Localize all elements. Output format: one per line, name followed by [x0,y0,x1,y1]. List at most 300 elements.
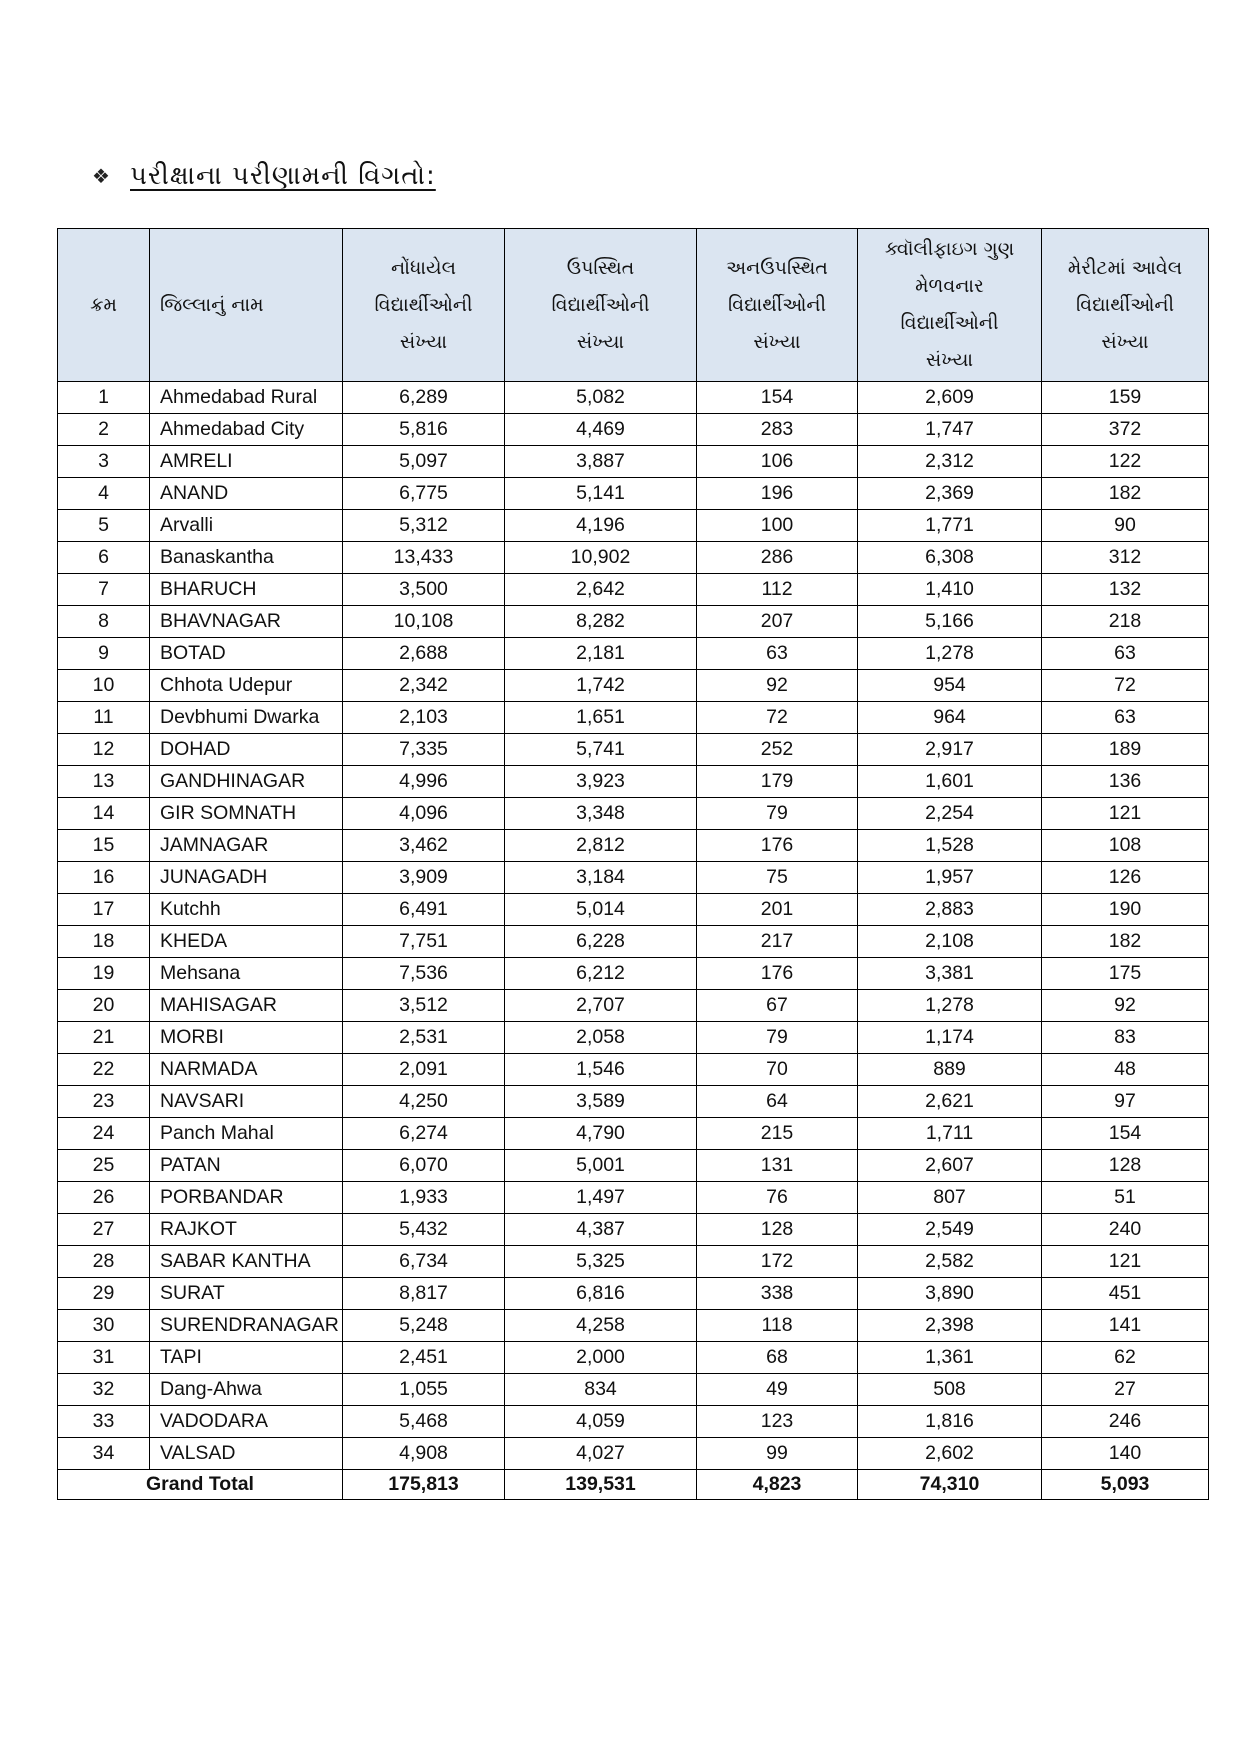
registered-cell: 6,491 [343,894,505,926]
table-row [58,382,1209,414]
present-cell: 1,546 [505,1054,697,1086]
table-row [58,1278,1209,1310]
absent-cell: 123 [697,1406,858,1438]
serial-cell: 29 [58,1278,150,1310]
serial-cell: 10 [58,670,150,702]
section-heading [92,158,436,194]
merit-cell: 154 [1042,1118,1209,1150]
registered-cell: 7,335 [343,734,505,766]
present-cell: 834 [505,1374,697,1406]
header-line: ક્વૉલીફાઇગ ગુણ [884,238,1015,260]
table-row [58,1150,1209,1182]
header-line: વિદ્યાર્થીઓની [900,312,999,334]
merit-cell: 122 [1042,446,1209,478]
grand-total-label: Grand Total [58,1470,343,1500]
absent-cell: 128 [697,1214,858,1246]
serial-cell: 20 [58,990,150,1022]
district-cell: Kutchh [150,894,343,926]
present-cell: 3,589 [505,1086,697,1118]
header-line: સંખ્યા [576,330,625,353]
qualified-cell: 1,957 [858,862,1042,894]
table-row [58,734,1209,766]
qualified-cell: 3,381 [858,958,1042,990]
serial-cell: 28 [58,1246,150,1278]
total-qualified: 74,310 [858,1470,1042,1500]
table-row [58,1118,1209,1150]
merit-cell: 121 [1042,798,1209,830]
registered-cell: 5,248 [343,1310,505,1342]
serial-cell: 21 [58,1022,150,1054]
table-header-row [58,229,1209,382]
merit-cell: 90 [1042,510,1209,542]
serial-cell: 1 [58,382,150,414]
present-cell: 8,282 [505,606,697,638]
table-row [58,1438,1209,1470]
present-cell: 3,184 [505,862,697,894]
qualified-cell: 1,410 [858,574,1042,606]
registered-cell: 2,688 [343,638,505,670]
merit-cell: 63 [1042,638,1209,670]
header-line: સંખ્યા [925,349,974,371]
district-cell: MAHISAGAR [150,990,343,1022]
qualified-cell: 1,174 [858,1022,1042,1054]
present-cell: 4,790 [505,1118,697,1150]
merit-cell: 182 [1042,478,1209,510]
registered-cell: 2,342 [343,670,505,702]
serial-cell: 19 [58,958,150,990]
table-row [58,1342,1209,1374]
registered-cell: 6,289 [343,382,505,414]
district-cell: DOHAD [150,734,343,766]
district-cell: Mehsana [150,958,343,990]
table-row [58,1406,1209,1438]
district-cell: KHEDA [150,926,343,958]
registered-cell: 7,536 [343,958,505,990]
serial-cell: 14 [58,798,150,830]
merit-cell: 72 [1042,670,1209,702]
absent-cell: 131 [697,1150,858,1182]
qualified-cell: 1,771 [858,510,1042,542]
district-cell: TAPI [150,1342,343,1374]
header-serial [58,229,150,382]
registered-cell: 10,108 [343,606,505,638]
grand-total-row [58,1470,1209,1500]
district-cell: JAMNAGAR [150,830,343,862]
qualified-cell: 1,711 [858,1118,1042,1150]
qualified-cell: 3,890 [858,1278,1042,1310]
merit-cell: 62 [1042,1342,1209,1374]
district-cell: Panch Mahal [150,1118,343,1150]
present-cell: 2,812 [505,830,697,862]
serial-cell: 9 [58,638,150,670]
table-row [58,670,1209,702]
header-absent [697,229,858,382]
header-line: સંખ્યા [753,330,801,353]
present-cell: 4,469 [505,414,697,446]
header-line: ક્રમ [90,293,117,316]
serial-cell: 25 [58,1150,150,1182]
qualified-cell: 1,528 [858,830,1042,862]
header-line: વિદ્યાર્થીઓની [727,293,827,316]
district-cell: VADODARA [150,1406,343,1438]
district-cell: BHAVNAGAR [150,606,343,638]
present-cell: 5,082 [505,382,697,414]
absent-cell: 112 [697,574,858,606]
absent-cell: 252 [697,734,858,766]
district-cell: Arvalli [150,510,343,542]
merit-cell: 175 [1042,958,1209,990]
registered-cell: 5,816 [343,414,505,446]
present-cell: 2,058 [505,1022,697,1054]
merit-cell: 246 [1042,1406,1209,1438]
serial-cell: 34 [58,1438,150,1470]
serial-cell: 13 [58,766,150,798]
present-cell: 3,923 [505,766,697,798]
qualified-cell: 6,308 [858,542,1042,574]
qualified-cell: 1,601 [858,766,1042,798]
present-cell: 6,816 [505,1278,697,1310]
merit-cell: 190 [1042,894,1209,926]
header-line: મેળવનાર [915,275,984,297]
present-cell: 5,141 [505,478,697,510]
header-registered [343,229,505,382]
present-cell: 6,212 [505,958,697,990]
table-row [58,606,1209,638]
table-row [58,830,1209,862]
registered-cell: 2,091 [343,1054,505,1086]
table-row [58,894,1209,926]
diamond-bullet-icon: ❖ [92,164,110,188]
header-qualified [858,229,1042,382]
absent-cell: 49 [697,1374,858,1406]
registered-cell: 6,274 [343,1118,505,1150]
serial-cell: 23 [58,1086,150,1118]
qualified-cell: 1,747 [858,414,1042,446]
header-line: વિદ્યાર્થીઓની [1075,293,1175,316]
merit-cell: 132 [1042,574,1209,606]
qualified-cell: 1,816 [858,1406,1042,1438]
serial-cell: 7 [58,574,150,606]
registered-cell: 5,312 [343,510,505,542]
table-row [58,1086,1209,1118]
table-row [58,1022,1209,1054]
absent-cell: 68 [697,1342,858,1374]
qualified-cell: 2,312 [858,446,1042,478]
absent-cell: 338 [697,1278,858,1310]
district-cell: RAJKOT [150,1214,343,1246]
table-row [58,862,1209,894]
merit-cell: 108 [1042,830,1209,862]
table-row [58,766,1209,798]
qualified-cell: 2,582 [858,1246,1042,1278]
absent-cell: 63 [697,638,858,670]
merit-cell: 218 [1042,606,1209,638]
present-cell: 2,000 [505,1342,697,1374]
absent-cell: 106 [697,446,858,478]
registered-cell: 3,462 [343,830,505,862]
table-row [58,478,1209,510]
serial-cell: 8 [58,606,150,638]
merit-cell: 141 [1042,1310,1209,1342]
registered-cell: 5,097 [343,446,505,478]
serial-cell: 26 [58,1182,150,1214]
merit-cell: 189 [1042,734,1209,766]
registered-cell: 3,512 [343,990,505,1022]
registered-cell: 4,250 [343,1086,505,1118]
qualified-cell: 2,369 [858,478,1042,510]
present-cell: 1,497 [505,1182,697,1214]
present-cell: 1,651 [505,702,697,734]
table-row [58,702,1209,734]
serial-cell: 3 [58,446,150,478]
district-cell: SURENDRANAGAR [150,1310,343,1342]
results-table [57,228,1209,1500]
registered-cell: 5,432 [343,1214,505,1246]
header-present [505,229,697,382]
absent-cell: 176 [697,958,858,990]
district-cell: Dang-Ahwa [150,1374,343,1406]
present-cell: 4,387 [505,1214,697,1246]
table-row [58,1310,1209,1342]
qualified-cell: 2,621 [858,1086,1042,1118]
district-cell: Devbhumi Dwarka [150,702,343,734]
header-merit [1042,229,1209,382]
merit-cell: 97 [1042,1086,1209,1118]
merit-cell: 48 [1042,1054,1209,1086]
district-cell: NAVSARI [150,1086,343,1118]
serial-cell: 4 [58,478,150,510]
serial-cell: 2 [58,414,150,446]
table-row [58,1054,1209,1086]
registered-cell: 4,908 [343,1438,505,1470]
qualified-cell: 5,166 [858,606,1042,638]
registered-cell: 1,055 [343,1374,505,1406]
absent-cell: 70 [697,1054,858,1086]
district-cell: MORBI [150,1022,343,1054]
table-row [58,1246,1209,1278]
absent-cell: 92 [697,670,858,702]
table-row [58,414,1209,446]
qualified-cell: 1,361 [858,1342,1042,1374]
present-cell: 1,742 [505,670,697,702]
merit-cell: 312 [1042,542,1209,574]
merit-cell: 182 [1042,926,1209,958]
header-line: સંખ્યા [399,330,448,353]
serial-cell: 31 [58,1342,150,1374]
district-cell: AMRELI [150,446,343,478]
district-cell: SURAT [150,1278,343,1310]
serial-cell: 17 [58,894,150,926]
merit-cell: 126 [1042,862,1209,894]
table-row [58,446,1209,478]
present-cell: 5,014 [505,894,697,926]
header-line: સંખ્યા [1101,330,1149,353]
qualified-cell: 2,607 [858,1150,1042,1182]
absent-cell: 75 [697,862,858,894]
registered-cell: 8,817 [343,1278,505,1310]
table-row [58,1374,1209,1406]
serial-cell: 6 [58,542,150,574]
registered-cell: 2,451 [343,1342,505,1374]
present-cell: 3,348 [505,798,697,830]
header-line: ઉપસ્થિત [566,256,635,279]
registered-cell: 3,500 [343,574,505,606]
table-row [58,958,1209,990]
qualified-cell: 1,278 [858,990,1042,1022]
absent-cell: 99 [697,1438,858,1470]
registered-cell: 4,996 [343,766,505,798]
merit-cell: 240 [1042,1214,1209,1246]
header-line: વિદ્યાર્થીઓની [551,293,650,316]
absent-cell: 179 [697,766,858,798]
qualified-cell: 889 [858,1054,1042,1086]
district-cell: ANAND [150,478,343,510]
header-line: મેરીટમાં આવેલ [1067,256,1183,279]
registered-cell: 5,468 [343,1406,505,1438]
merit-cell: 27 [1042,1374,1209,1406]
registered-cell: 4,096 [343,798,505,830]
table-row [58,638,1209,670]
serial-cell: 22 [58,1054,150,1086]
serial-cell: 11 [58,702,150,734]
header-line: નોંધાયેલ [391,256,456,279]
serial-cell: 33 [58,1406,150,1438]
qualified-cell: 2,609 [858,382,1042,414]
table-row [58,510,1209,542]
district-cell: Banaskantha [150,542,343,574]
district-cell: VALSAD [150,1438,343,1470]
table-row [58,926,1209,958]
absent-cell: 217 [697,926,858,958]
district-cell: JUNAGADH [150,862,343,894]
present-cell: 4,258 [505,1310,697,1342]
header-line: જિલ્લાનું નામ [160,293,264,316]
registered-cell: 1,933 [343,1182,505,1214]
registered-cell: 7,751 [343,926,505,958]
merit-cell: 63 [1042,702,1209,734]
table-row [58,1182,1209,1214]
absent-cell: 196 [697,478,858,510]
table-row [58,798,1209,830]
qualified-cell: 807 [858,1182,1042,1214]
district-cell: NARMADA [150,1054,343,1086]
merit-cell: 159 [1042,382,1209,414]
registered-cell: 2,531 [343,1022,505,1054]
district-cell: Chhota Udepur [150,670,343,702]
district-cell: Ahmedabad City [150,414,343,446]
merit-cell: 121 [1042,1246,1209,1278]
total-registered: 175,813 [343,1470,505,1500]
qualified-cell: 2,883 [858,894,1042,926]
qualified-cell: 2,549 [858,1214,1042,1246]
serial-cell: 27 [58,1214,150,1246]
table-body [58,382,1209,1470]
qualified-cell: 2,108 [858,926,1042,958]
table-row [58,1214,1209,1246]
merit-cell: 92 [1042,990,1209,1022]
absent-cell: 283 [697,414,858,446]
absent-cell: 67 [697,990,858,1022]
total-present: 139,531 [505,1470,697,1500]
merit-cell: 372 [1042,414,1209,446]
merit-cell: 136 [1042,766,1209,798]
registered-cell: 13,433 [343,542,505,574]
serial-cell: 24 [58,1118,150,1150]
serial-cell: 32 [58,1374,150,1406]
present-cell: 2,642 [505,574,697,606]
qualified-cell: 508 [858,1374,1042,1406]
serial-cell: 18 [58,926,150,958]
district-cell: GIR SOMNATH [150,798,343,830]
merit-cell: 51 [1042,1182,1209,1214]
absent-cell: 64 [697,1086,858,1118]
total-merit: 5,093 [1042,1470,1209,1500]
district-cell: SABAR KANTHA [150,1246,343,1278]
present-cell: 4,059 [505,1406,697,1438]
absent-cell: 154 [697,382,858,414]
serial-cell: 30 [58,1310,150,1342]
header-line: અનઉપસ્થિત [726,256,828,279]
absent-cell: 72 [697,702,858,734]
present-cell: 4,027 [505,1438,697,1470]
registered-cell: 6,070 [343,1150,505,1182]
qualified-cell: 964 [858,702,1042,734]
present-cell: 2,181 [505,638,697,670]
absent-cell: 100 [697,510,858,542]
present-cell: 5,325 [505,1246,697,1278]
district-cell: GANDHINAGAR [150,766,343,798]
district-cell: BOTAD [150,638,343,670]
present-cell: 10,902 [505,542,697,574]
district-cell: Ahmedabad Rural [150,382,343,414]
absent-cell: 286 [697,542,858,574]
section-title: પરીક્ષાના પરીણામની વિગતો: [130,160,436,191]
present-cell: 5,001 [505,1150,697,1182]
header-district [150,229,343,382]
absent-cell: 79 [697,1022,858,1054]
qualified-cell: 2,398 [858,1310,1042,1342]
registered-cell: 2,103 [343,702,505,734]
absent-cell: 76 [697,1182,858,1214]
absent-cell: 172 [697,1246,858,1278]
merit-cell: 83 [1042,1022,1209,1054]
present-cell: 6,228 [505,926,697,958]
absent-cell: 215 [697,1118,858,1150]
present-cell: 3,887 [505,446,697,478]
absent-cell: 207 [697,606,858,638]
absent-cell: 201 [697,894,858,926]
serial-cell: 12 [58,734,150,766]
absent-cell: 118 [697,1310,858,1342]
registered-cell: 6,734 [343,1246,505,1278]
serial-cell: 16 [58,862,150,894]
merit-cell: 128 [1042,1150,1209,1182]
merit-cell: 451 [1042,1278,1209,1310]
header-line: વિદ્યાર્થીઓની [374,293,473,316]
registered-cell: 6,775 [343,478,505,510]
serial-cell: 5 [58,510,150,542]
qualified-cell: 2,254 [858,798,1042,830]
registered-cell: 3,909 [343,862,505,894]
district-cell: BHARUCH [150,574,343,606]
table-row [58,574,1209,606]
qualified-cell: 2,917 [858,734,1042,766]
qualified-cell: 954 [858,670,1042,702]
present-cell: 4,196 [505,510,697,542]
table-row [58,990,1209,1022]
serial-cell: 15 [58,830,150,862]
qualified-cell: 1,278 [858,638,1042,670]
